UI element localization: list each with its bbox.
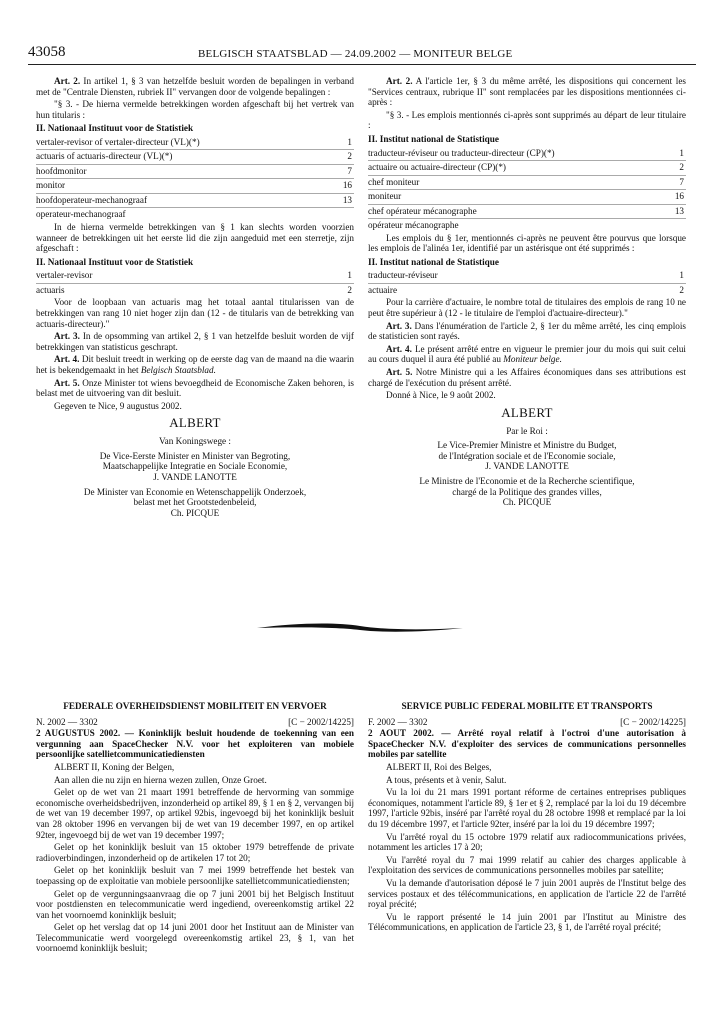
- table-row: operateur-mechanograaf: [36, 209, 126, 220]
- nl-section-heading: II. Nationaal Instituut voor de Statistiek: [36, 256, 194, 267]
- table-row: hoofdmonitor 7: [36, 165, 354, 180]
- nl-recital: Gelet op het verslag dat op 14 juni 2001 door het Instituut aan de Minister van Telecommunicatie werd voorgelegd overeenkomstig artikel 23, § 1, van het voornoemd koninklijk besluit;: [36, 922, 354, 954]
- fr-by-king: Par le Roi :: [506, 425, 548, 436]
- nl-article-5: Art. 5. Onze Minister tot wiens bevoegdheid de Economische Zaken behoren, is belast met de uitvoering van dit besluit.: [36, 377, 354, 399]
- nl-given-at: Gegeven te Nice, 9 augustus 2002.: [54, 400, 182, 411]
- fr-ref-number: F. 2002 — 3302: [368, 716, 428, 727]
- nl-article-3: Art. 3. In de opsomming van artikel 2, § 1 van hetzelfde besluit worden de vijf betrekkingen van statisticus geschrapt.: [36, 331, 354, 352]
- fr-section-heading: II. Institut national de Statistique: [368, 133, 499, 144]
- table-row: opérateur mécanographe: [368, 220, 459, 231]
- nl-paragraph-3: "§ 3. - De hierna vermelde betrekkingen worden afgeschaft bij het vertrek van hun titularis :: [36, 99, 354, 120]
- fr-recital: Vu la demande d'autorisation déposé le 7 juin 2001 auprès de l'Institut belge des services postaux et des télécommunications, en application de l'article 22 de l'arrêté royal précité;: [368, 877, 686, 910]
- fr-paragraph-3: "§ 3. - Les emplois mentionnés ci-après sont supprimés au départ de leur titulaire :: [368, 109, 686, 131]
- nl-mobility-column: [36, 701, 354, 956]
- fr-greeting: A tous, présents et à venir, Salut.: [386, 774, 507, 785]
- fr-positions-table: [368, 147, 686, 233]
- fr-given-at: Donné à Nice, le 9 août 2002.: [386, 390, 496, 401]
- fr-decree-title: 2 AOUT 2002. — Arrêté royal relatif à l'octroi d'une autorisation à SpaceChecker N.V. d'exploiter des services de communications personnelles mobiles par satellite: [368, 728, 686, 760]
- nl-positions-table-2: [36, 269, 354, 297]
- fr-king-intro: ALBERT II, Roi des Belges,: [386, 761, 492, 772]
- nl-reference-line: [36, 717, 354, 728]
- nl-signature-2: De Minister van Economie en Wetenschappelijk Onderzoek, belast met het Grootstedenbeleid, Ch. PICQUE: [83, 486, 307, 518]
- fr-positions-table-2: [368, 269, 686, 297]
- nl-recital: Gelet op het koninklijk besluit van 7 mei 1999 betreffende het bestek van toepassing op de exploitatie van mobiele persoonlijke satellietcommunicatiediensten;: [36, 865, 354, 886]
- nl-section-heading: II. Nationaal Instituut voor de Statistiek: [36, 123, 194, 134]
- table-row: actuaire ou actuaire-directeur (CP)(*) 2: [368, 161, 686, 176]
- table-row: traducteur-réviseur 1: [368, 269, 686, 284]
- nl-king-name: ALBERT: [169, 415, 221, 431]
- fr-paragraph: Pour la carrière d'actuaire, le nombre total de titulaires des emplois de rang 10 ne peut être supérieur à (12 - le titulaire de l'emploi d'actuaire-directeur).": [368, 297, 686, 318]
- nl-ref-number: N. 2002 — 3302: [36, 716, 98, 727]
- nl-service-heading: FEDERALE OVERHEIDSDIENST MOBILITEIT EN VERVOER: [63, 701, 327, 711]
- fr-mobility-column: [368, 701, 686, 935]
- section-separator-ornament: [255, 620, 465, 636]
- fr-king-name: ALBERT: [501, 404, 553, 420]
- nl-by-king: Van Koningswege :: [159, 436, 231, 447]
- table-row: hoofdoperateur-mechanograaf 13: [36, 194, 354, 209]
- nl-decree-column: [36, 76, 354, 522]
- table-row: chef opérateur mécanographe 13: [368, 205, 686, 220]
- nl-article-2: Art. 2. In artikel 1, § 3 van hetzelfde besluit worden de bepalingen in verband met de "Centrale Diensten, rubriek II" vervangen door de volgende bepalingen :: [36, 76, 354, 97]
- table-row: monitor 16: [36, 179, 354, 194]
- nl-king-intro: ALBERT II, Koning der Belgen,: [54, 761, 175, 772]
- fr-signature-2: Le Ministre de l'Economie et de la Recherche scientifique, chargé de la Politique des grandes villes, Ch. PICQUE: [419, 476, 635, 508]
- nl-recital: Gelet op de wet van 21 maart 1991 betreffende de hervorming van sommige economische overheidsbedrijven, inzonderheid op artikel 89, § 1 en § 2, vervangen bij de wet van 19 december 1997, op artikel 92bis, ingevoegd bij het koninklijk besluit van 28 oktober 1996 en vervangen bij de wet van 19 december 1997, en op artikel 92ter, ingevoegd bij de wet van 19 december 1997;: [36, 787, 354, 840]
- table-row: actuaris 2: [36, 284, 352, 295]
- table-row: vertaler-revisor 1: [36, 269, 354, 284]
- fr-paragraph: Les emplois du § 1er, mentionnés ci-après ne peuvent être pourvus que lorsque les emplois de l'alinéa 1er, identifié par un astérisque ont été supprimés :: [368, 232, 686, 254]
- fr-reference-line: [368, 717, 686, 728]
- page-number: 43058: [28, 44, 66, 60]
- fr-recital: Vu la loi du 21 mars 1991 portant réforme de certaines entreprises publiques économiques, notamment l'article 89, § 1er et § 2, remplacé par la loi du 19 décembre 1997, l'article 92bis, inséré par l'arrêté royal du 28 octobre 1998 et remplacé par la loi du 19 décembre 1997, et l'article 92ter, inséré par la loi du 19 décembre 1997;: [368, 787, 686, 829]
- fr-decree-column: [368, 76, 686, 512]
- table-row: vertaler-revisor of vertaler-directeur (VL)(*) 1: [36, 136, 354, 151]
- table-row: actuaire 2: [368, 284, 684, 295]
- page-header: [28, 44, 696, 65]
- running-head: BELGISCH STAATSBLAD — 24.09.2002 — MONITEUR BELGE: [198, 48, 513, 60]
- fr-recital: Vu le rapport présenté le 14 juin 2001 par l'Institut au Ministre des Télécommunications, en application de l'article 23, § 1, de l'arrêté royal précité;: [368, 911, 686, 933]
- nl-article-4: Art. 4. Dit besluit treedt in werking op de eerste dag van de maand na die waarin het is bekendgemaakt in het Belgisch Staatsblad.: [36, 354, 354, 375]
- nl-recital: Gelet op de vergunningsaanvraag die op 7 juni 2001 bij het Belgisch Instituut voor postdiensten en telecommunicatie werd ingediend, overeenkomstig artikel 22 van het voornoemd koninklijk besluit;: [36, 888, 354, 920]
- nl-greeting: Aan allen die nu zijn en hierna wezen zullen, Onze Groet.: [54, 774, 267, 785]
- table-row: moniteur 16: [368, 190, 686, 205]
- nl-decree-title: 2 AUGUSTUS 2002. — Koninklijk besluit houdende de toekenning van een vergunning aan SpaceChecker N.V. voor het exploiteren van mobiele persoonlijke satellietcommunicatiediensten: [36, 728, 354, 760]
- fr-article-3: Art. 3. Dans l'énumération de l'article 2, § 1er du même arrêté, les cinq emplois de statisticien sont rayés.: [368, 320, 686, 342]
- table-row: traducteur-réviseur ou traducteur-directeur (CP)(*) 1: [368, 147, 686, 162]
- fr-section-heading: II. Institut national de Statistique: [368, 256, 499, 267]
- fr-service-heading: SERVICE PUBLIC FEDERAL MOBILITE ET TRANSPORTS: [401, 701, 653, 711]
- fr-recital: Vu l'arrêté royal du 15 octobre 1979 relatif aux radiocommunications privées, notamment les articles 17 à 20;: [368, 831, 686, 853]
- fr-article-2: Art. 2. A l'article 1er, § 3 du même arrêté, les dispositions qui concernent les "Services centraux, rubrique II" sont remplacées par les dispositions mentionnées ci-après :: [368, 76, 686, 108]
- nl-ref-code: [C − 2002/14225]: [288, 716, 354, 727]
- table-row: chef moniteur 7: [368, 176, 686, 191]
- fr-recital: Vu l'arrêté royal du 7 mai 1999 relatif au cahier des charges applicable à l'exploitation des services de communications personnelles mobiles par satellite;: [368, 854, 686, 876]
- fr-article-5: Art. 5. Notre Ministre qui a les Affaires économiques dans ses attributions est chargé de l'exécution du présent arrêté.: [368, 366, 686, 388]
- nl-positions-table: [36, 136, 354, 222]
- nl-signature-1: De Vice-Eerste Minister en Minister van Begroting, Maatschappelijke Integratie en Sociale Economie, J. VANDE LANOTTE: [99, 450, 291, 483]
- fr-article-4: Art. 4. Le présent arrêté entre en vigueur le premier jour du mois qui suit celui au cours duquel il aura été publié au Moniteur belge.: [368, 343, 686, 365]
- nl-paragraph: Voor de loopbaan van actuaris mag het totaal aantal titularissen van de betrekkingen van rang 10 niet hoger zijn dan (12 - de titularis van de betrekking van actuaris-directeur).": [36, 297, 354, 329]
- fr-ref-code: [C − 2002/14225]: [620, 716, 686, 727]
- fr-signature-1: Le Vice-Premier Ministre et Ministre du Budget, de l'Intégration sociale et de l'Economie sociale, J. VANDE LANOTTE: [437, 440, 617, 472]
- table-row: actuaris of actuaris-directeur (VL)(*) 2: [36, 150, 354, 165]
- nl-recital: Gelet op het koninklijk besluit van 15 oktober 1979 betreffende de private radioverbindingen, inzonderheid op de artikelen 17 tot 20;: [36, 842, 354, 863]
- nl-paragraph: In de hierna vermelde betrekkingen van § 1 kan slechts worden voorzien wanneer de betrekkingen uit het eerste lid die zijn aangeduid met een sterretje, zijn afgeschaft :: [36, 221, 354, 254]
